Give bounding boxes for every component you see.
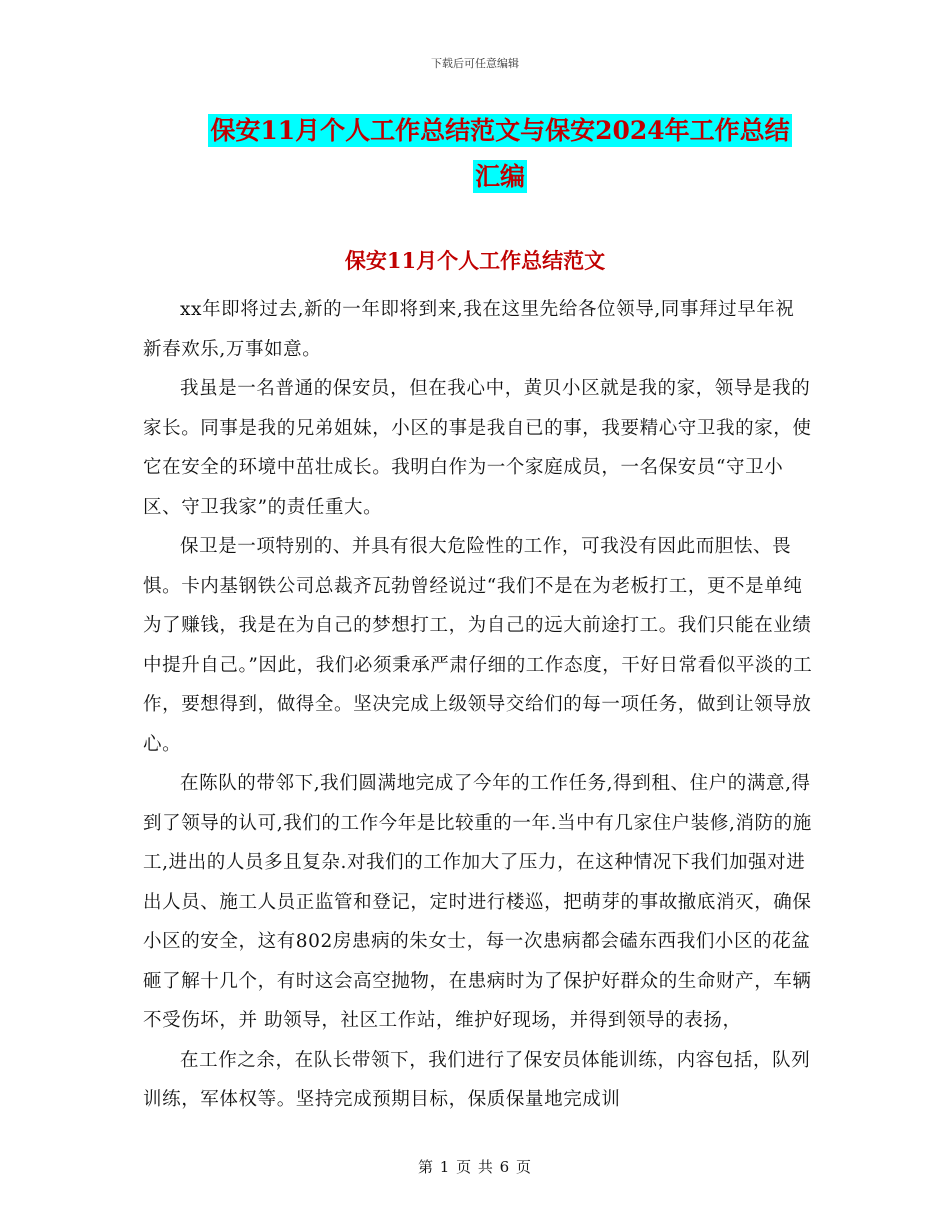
title-line-1: 保安11月个人工作总结范文与保安2024年工作总结 — [210, 116, 790, 145]
paragraph: 我虽是一名普通的保安员，但在我心中，黄贝小区就是我的家，领导是我的家长。同事是我的兄弟姐妹，小区的事是我自已的事，我要精心守卫我的家，使它在安全的环境中茁壮成长。我明白作为一个家庭成员，一名保安员“守卫小区、守卫我家”的责任重大。 — [143, 378, 812, 518]
paragraph: 保卫是一项特别的、并具有很大危险性的工作，可我没有因此而胆怯、畏惧。卡内基钢铁公司总裁齐瓦勃曾经说过“我们不是在为老板打工，更不是单纯为了赚钱，我是在为自己的梦想打工，为自己的远大前途打工。我们只能在业绩中提升自己。”因此，我们必须秉承严肃仔细的工作态度，干好日常看似平淡的工作，要想得到，做得全。坚决完成上级领导交给们的每一项任务，做到让领导放心。 — [143, 536, 813, 755]
section-title: 保安11月个人工作总结范文 — [344, 248, 606, 273]
header-note: 下载后可任意编辑 — [431, 57, 519, 70]
paragraph: 在陈队的带邻下,我们圆满地完成了今年的工作任务,得到租、住户的满意,得到了领导的认可,我们的工作今年是比较重的一年.当中有几家住户装修,消防的施工,进出的人员多且复杂.对我们的工作加大了压力，在这种情况下我们加强对进出人员、施工人员正监管和登记，定时进行楼巡，把萌芽的事故撤底消灭，确保小区的安全，这有802房患病的朱女士，每一次患病都会磕东西我们小区的花盆砸了解十几个，有时这会高空抛物，在患病时为了保护好群众的生命财产，车辆不受伤坏，并 助领导，社区工作站，维护好现场，并得到领导的表扬， — [143, 773, 812, 1031]
paragraph: xx年即将过去,新的一年即将到来,我在这里先给各位领导,同事拜过早年祝新春欢乐,万事如意。 — [143, 299, 795, 360]
paragraph: 在工作之余，在队长带领下，我们进行了保安员体能训练，内容包括，队列训练，军体权等。坚持完成预期目标，保质保量地完成训 — [143, 1049, 811, 1110]
document-body — [143, 290, 813, 1120]
document-title — [150, 108, 850, 200]
title-line-2: 汇编 — [474, 162, 525, 191]
page-footer: 第 1 页 共 6 页 — [418, 1158, 532, 1176]
